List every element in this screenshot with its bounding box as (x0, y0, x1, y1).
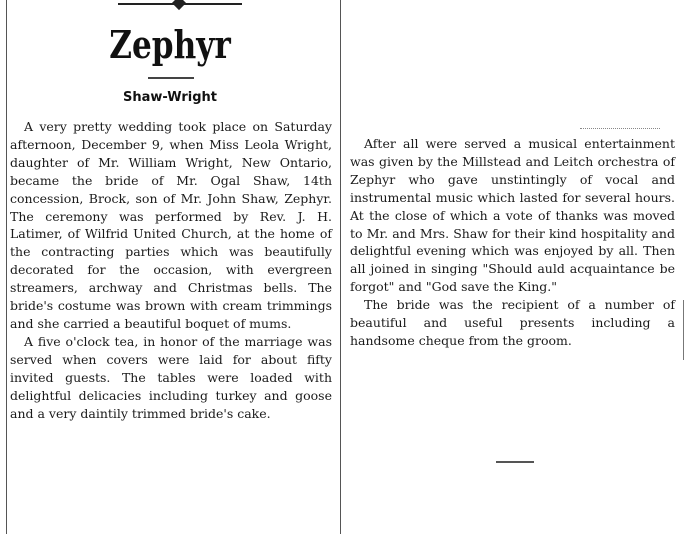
column-divider (340, 0, 341, 534)
left-paragraph-2: A five o'clock tea, in honor of the marriage was served when covers were laid for about fifty invited guests. The tables were loaded with delightful delicacies including turkey and goose and a very daintily trimmed bride's cake. (10, 333, 332, 421)
ornament-diamond (172, 0, 186, 10)
end-of-article-rule (496, 461, 534, 463)
left-column (10, 118, 332, 422)
right-column-top-dots (580, 128, 660, 130)
right-column (350, 135, 675, 350)
headline-divider (148, 77, 194, 79)
top-ornament (118, 0, 242, 10)
right-paragraph-1: After all were served a musical entertainment was given by the Millstead and Leitch orchestra of Zephyr who gave unstintingly of vocal and instrumental music which lasted for several hours. At the close of which a vote of thanks was moved to Mr. and Mrs. Shaw for their kind hospitality and delightful evening which was enjoyed by all. Then all joined in singing "Should auld acquaintance be forgot" and "God save the King." (350, 136, 675, 295)
left-column-rule (6, 0, 7, 534)
left-paragraph-1: A very pretty wedding took place on Saturday afternoon, December 9, when Miss Leola Wright, daughter of Mr. William Wright, New Ontario, became the bride of Mr. Ogal Shaw, 14th concession, Brock, son of Mr. John Shaw, Zephyr. The ceremony was performed by Rev. J. H. Latimer, of Wilfrid United Church, at the home of the contracting parties which was beautifully decorated for the occasion, with evergreen streamers, archway and Christmas bells. The bride's costume was brown with cream trimmings and she carried a beautiful boquet of mums. (10, 119, 332, 331)
right-edge-rule (683, 300, 684, 360)
article-subhead: Shaw-Wright (123, 90, 217, 105)
article-headline: Zephyr (109, 22, 231, 67)
right-paragraph-2: The bride was the recipient of a number of beautiful and useful presents including a handsome cheque from the groom. (350, 297, 675, 348)
